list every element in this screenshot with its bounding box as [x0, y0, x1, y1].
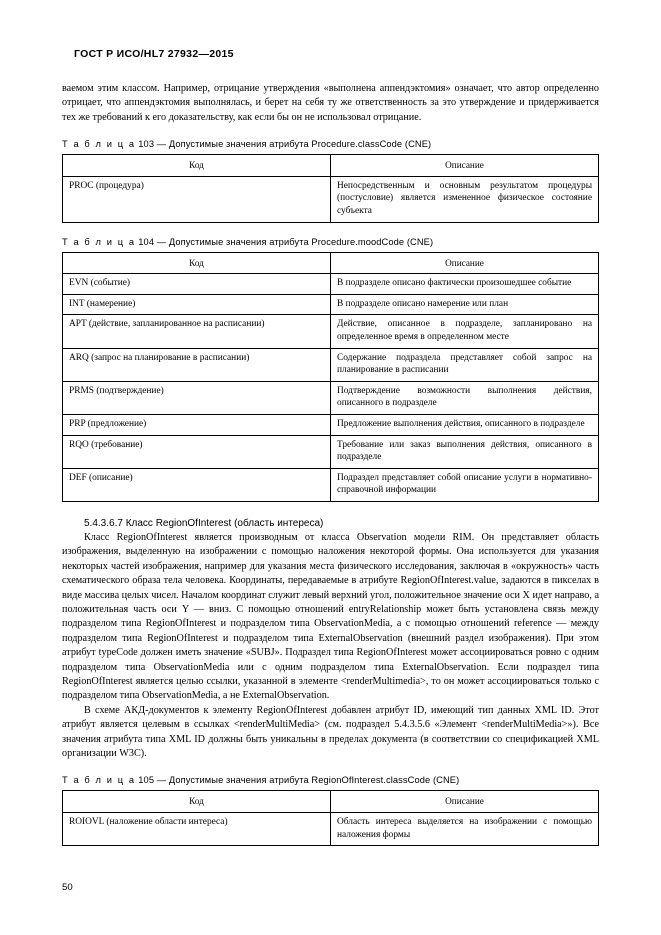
section-body — [62, 531, 599, 762]
table-row — [63, 176, 599, 222]
table-caption-105-number: 105 — [138, 775, 155, 786]
table-row — [63, 381, 599, 414]
table-row — [63, 813, 599, 846]
table-caption-105-text: — Допустимые значения атрибута RegionOfInterest.classCode (CNE) — [156, 775, 460, 786]
table-header-row — [63, 252, 599, 274]
cell-description: Подтверждение возможности выполнения действия, описанного в подразделе — [331, 381, 599, 414]
cell-code: DEF (описание) — [63, 468, 331, 501]
page-header: ГОСТ Р ИСО/HL7 27932—2015 — [74, 48, 234, 60]
table-caption-104 — [62, 237, 599, 247]
intro-paragraph: ваемом этим классом. Например, отрицание утверждения «выполнена аппендэктомия» означает, что автор определенно отрицает, что аппендэктомия выполнялась, и берет на себя ту же ответственность за это утверждение и придерживается тех же требований к его доказательству, как если бы он не использовал отрицание. — [62, 83, 599, 123]
table-105 — [62, 790, 599, 846]
column-header-code: Код — [63, 252, 331, 274]
column-header-description: Описание — [331, 155, 599, 177]
cell-code: INT (намерение) — [63, 294, 331, 315]
section-paragraph-2: В схеме АКД-документов к элементу RegionOfInterest добавлен атрибут ID, имеющий тип данных XML ID. Этот атрибут является целевым в ссылках <renderMultiMedia> (см. подраздел 5.4.3.5.6 «Элемент <renderMultiMedia>»). Все значения атрибута типа XML ID должны быть уникальны в пределах документа (в соответствии со спецификацией XML организации W3C). — [62, 704, 599, 759]
cell-description: Предложение выполнения действия, описанного в подразделе — [331, 414, 599, 435]
cell-code: ROIOVL (наложение области интереса) — [63, 813, 331, 846]
table-row — [63, 435, 599, 468]
page-number: 50 — [62, 882, 73, 893]
cell-description: В подразделе описано фактически произошедшее событие — [331, 274, 599, 295]
section-paragraph-1: Класс RegionOfInterest является производным от класса Observation модели RIM. Он представляет область изображения, выделенную на изображении с помощью наложения некоторой формы. Она используется для указания некоторых частей изображения, например для указания места физического исследования, заключая в «окружность» часть схематического образа тела человека. Координаты, передаваемые в атрибуте RegionOfInterest.value, задаются в пикселах в виде массива целых чисел. Началом координат служит левый верхний угол, положительное значение оси X идет направо, а положительная часть оси Y — вниз. С помощью отношений entryRelationship может быть установлена связь между подразделом типа RegionOfInterest и подразделом типа ObservationMedia, а с помощью отношений reference — между подразделом типа RegionOfInterest и подразделом типа ExternalObservation (внешний раздел изображения). При этом атрибут typeCode должен иметь значение «SUBJ». Подраздел типа RegionOfInterest может ассоциироваться ровно с одним подразделом типа ObservationMedia или с одним подразделом типа ExternalObservation. Если подраздел типа RegionOfInterest является целью ссылки, указанной в элементе <renderMultimedia>, то он может ассоциироваться только с подразделом типа ObservationMedia, а не ExternalObservation. — [62, 531, 599, 702]
table-header-row — [63, 791, 599, 813]
table-caption-105-prefix: Т а б л и ц а — [62, 775, 136, 786]
cell-description: Подраздел представляет собой описание услуги в нормативно-справочной информации — [331, 468, 599, 501]
cell-description: Требование или заказ выполнения действия, описанного в подразделе — [331, 435, 599, 468]
table-104 — [62, 252, 599, 502]
column-header-code: Код — [63, 791, 331, 813]
cell-description: Область интереса выделяется на изображении с помощью наложения формы — [331, 813, 599, 846]
table-caption-104-text: — Допустимые значения атрибута Procedure.moodCode (CNE) — [156, 236, 434, 247]
cell-code: ARQ (запрос на планирование в расписании) — [63, 348, 331, 381]
section-heading: 5.4.3.6.7 Класс RegionOfInterest (область интереса) — [84, 517, 324, 529]
table-caption-104-number: 104 — [138, 236, 155, 247]
table-row — [63, 348, 599, 381]
table-row — [63, 294, 599, 315]
table-caption-104-prefix: Т а б л и ц а — [62, 236, 136, 247]
table-caption-103-prefix: Т а б л и ц а — [62, 139, 136, 150]
table-caption-103 — [62, 139, 599, 149]
table-row — [63, 468, 599, 501]
cell-code: PROC (процедура) — [63, 176, 331, 222]
cell-code: PRP (предложение) — [63, 414, 331, 435]
column-header-code: Код — [63, 155, 331, 177]
cell-code: RQO (требование) — [63, 435, 331, 468]
cell-code: PRMS (подтверждение) — [63, 381, 331, 414]
table-header-row — [63, 155, 599, 177]
cell-description: Непосредственным и основным результатом процедуры (постусловие) является измененное физическое состояние субъекта — [331, 176, 599, 222]
column-header-description: Описание — [331, 252, 599, 274]
table-row — [63, 315, 599, 348]
cell-description: Содержание подраздела представляет собой запрос на планирование в расписании — [331, 348, 599, 381]
cell-description: Действие, описанное в подразделе, запланировано на определенное время в определенном месте — [331, 315, 599, 348]
table-caption-103-text: — Допустимые значения атрибута Procedure.classCode (CNE) — [156, 139, 432, 150]
cell-description: В подразделе описано намерение или план — [331, 294, 599, 315]
cell-code: EVN (событие) — [63, 274, 331, 295]
table-caption-103-number: 103 — [138, 139, 155, 150]
table-103 — [62, 154, 599, 222]
column-header-description: Описание — [331, 791, 599, 813]
cell-code: APT (действие, запланированное на расписании) — [63, 315, 331, 348]
table-row — [63, 274, 599, 295]
table-row — [63, 414, 599, 435]
table-caption-105 — [62, 775, 599, 785]
